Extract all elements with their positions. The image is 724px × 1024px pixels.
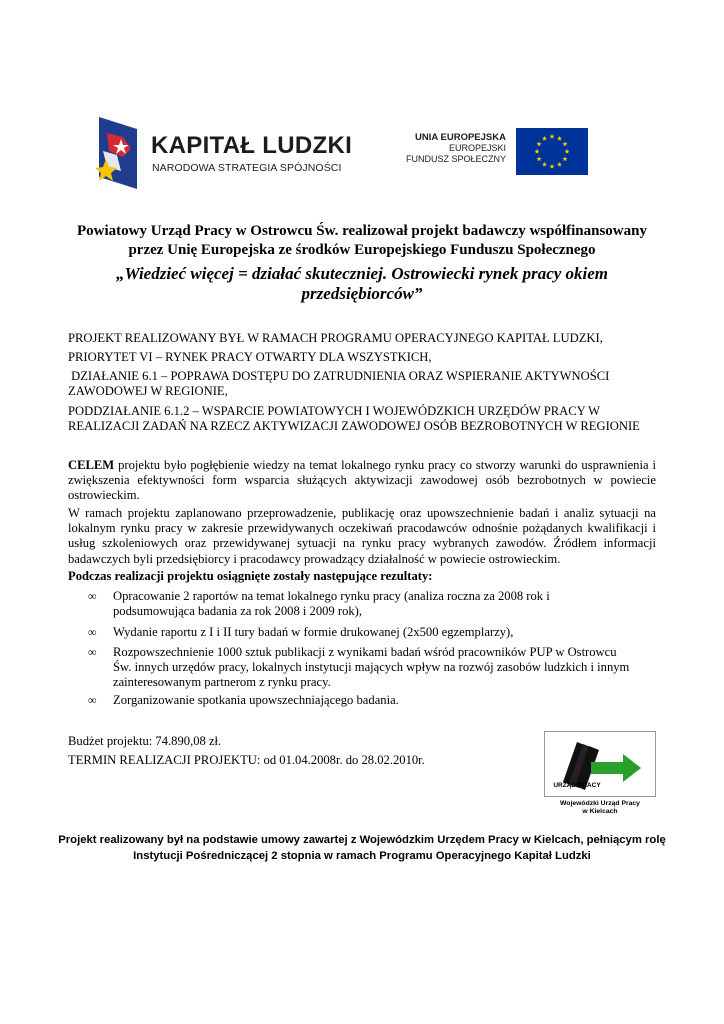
subaction-line-part1: PODDZIAŁANIE 6.1.2 – WSPARCIE POWIATOWYCH I WOJEWÓDZKICH URZĘDÓW PRACY W <box>68 404 601 418</box>
goal-paragraph <box>68 458 656 504</box>
kapital-ludzki-subtitle: NARODOWA STRATEGIA SPÓJNOŚCI <box>152 162 342 174</box>
project-heading <box>60 222 664 260</box>
footer-line1: Projekt realizowany był na podstawie umowy zawartej z Wojewódzkim Urzędem Pracy w Kielcach, pełniącym rolę <box>58 834 666 846</box>
bullet-icon: ∞ <box>88 693 97 707</box>
eu-logo-line1: UNIA EUROPEJSKA <box>415 132 506 143</box>
subaction-line <box>68 404 658 433</box>
program-line: PROJEKT REALIZOWANY BYŁ W RAMACH PROGRAMU OPERACYJNEGO KAPITAŁ LUDZKI, <box>68 331 603 345</box>
eu-logo-line2: EUROPEJSKI <box>448 143 506 153</box>
action-line-part1: DZIAŁANIE 6.1 – POPRAWA DOSTĘPU DO ZATRUDNIENIA ORAZ WSPIERANIE AKTYWNOŚCI <box>68 369 610 383</box>
list-item-text: Rozpowszechnienie 1000 sztuk publikacji z wynikami badań wśród pracowników PUP w Ostrowcu Św. innych urzędów pracy, lokalnych instytucji mających wpływ na rozwój zasobów ludzkich i innym zainteresowanym partnerom z rynku pracy. <box>113 645 630 690</box>
kapital-ludzki-title: KAPITAŁ LUDZKI <box>151 132 353 159</box>
list-item-text: Wydanie raportu z I i II tury badań w formie drukowanej (2x500 egzemplarzy), <box>113 625 514 639</box>
footer-line2: Instytucji Pośredniczącej 2 stopnia w ramach Programu Operacyjnego Kapitał Ludzki <box>133 850 591 862</box>
eu-logo-line3: FUNDUSZ SPOŁECZNY <box>405 154 506 164</box>
term-text: TERMIN REALIZACJI PROJEKTU: od 01.04.2008r. do 28.02.2010r. <box>68 753 425 767</box>
scope-paragraph: W ramach projektu zaplanowano przeprowadzenie, publikację oraz upowszechnienie badań i analiz sytuacji na lokalnym rynku pracy w zakresie przewidywanych oczekiwań pracodawców odnośnie pożądanych kwalifikacji i usług szkoleniowych oraz przewidywanej sytuacji na rynku pracy wybranych zawodów. Źródłem informacji badawczych byli przedsiębiorcy i pracodawcy prowadzący działalność w powiecie ostrowieckim. <box>68 506 656 566</box>
project-title-line1: „Wiedzieć więcej = działać skuteczniej. Ostrowiecki rynek pracy okiem <box>115 264 609 283</box>
bullet-icon: ∞ <box>88 645 97 659</box>
project-heading-line2: przez Unię Europejska ze środków Europejskiego Funduszu Społecznego <box>128 242 596 258</box>
list-item-text: Opracowanie 2 raportów na temat lokalnego rynku pracy (analiza roczna za 2008 rok i podsumowująca badania za rok 2008 i 2009 rok), <box>113 589 550 619</box>
kapital-ludzki-logo <box>93 115 353 191</box>
urzad-pracy-name-line1: Wojewódzki Urząd Pracy <box>560 800 640 807</box>
action-line <box>68 369 658 398</box>
project-title-line2: przedsiębiorców” <box>301 284 423 303</box>
list-item-text: Zorganizowanie spotkania upowszechniającego badania. <box>113 693 399 707</box>
results-heading: Podczas realizacji projektu osiągnięte zostały następujące rezultaty: <box>68 569 433 583</box>
subaction-line-part2: REALIZACJI ZADAŃ NA RZECZ AKTYWIZACJI ZAWODOWEJ OSÓB BEZROBOTNYCH W REGIONIE <box>68 418 640 433</box>
footer-note <box>40 832 684 864</box>
bullet-icon: ∞ <box>88 589 97 603</box>
urzad-pracy-name-line2: w Kielcach <box>582 808 618 815</box>
goal-label: CELEM <box>68 458 115 472</box>
urzad-pracy-logo <box>544 731 656 826</box>
urzad-pracy-name <box>544 800 656 816</box>
action-line-part2: ZAWODOWEJ W REGIONIE, <box>68 383 228 398</box>
project-heading-line1: Powiatowy Urząd Pracy w Ostrowcu Św. realizował projekt badawczy współfinansowany <box>77 223 647 239</box>
eu-logo-text <box>406 132 506 165</box>
eu-flag-icon <box>516 128 588 175</box>
eu-logo <box>405 128 590 176</box>
budget-text: Budżet projektu: 74.890,08 zł. <box>68 734 222 748</box>
goal-text: projektu było pogłębienie wiedzy na temat lokalnego rynku pracy co stworzy warunki do usprawnienia i zwiększenia efektywności form wsparcia służących aktywizacji zawodowej osób bezrobotnych w powiecie ostrowieckim. <box>68 458 656 503</box>
urzad-pracy-logo-frame <box>544 731 656 797</box>
bullet-icon: ∞ <box>88 625 97 639</box>
urzad-pracy-label: URZĄD PRACY <box>553 782 601 789</box>
priority-line: PRIORYTET VI – RYNEK PRACY OTWARTY DLA WSZYSTKICH, <box>68 350 432 364</box>
project-title <box>60 264 664 304</box>
kapital-ludzki-emblem-icon <box>93 115 139 190</box>
